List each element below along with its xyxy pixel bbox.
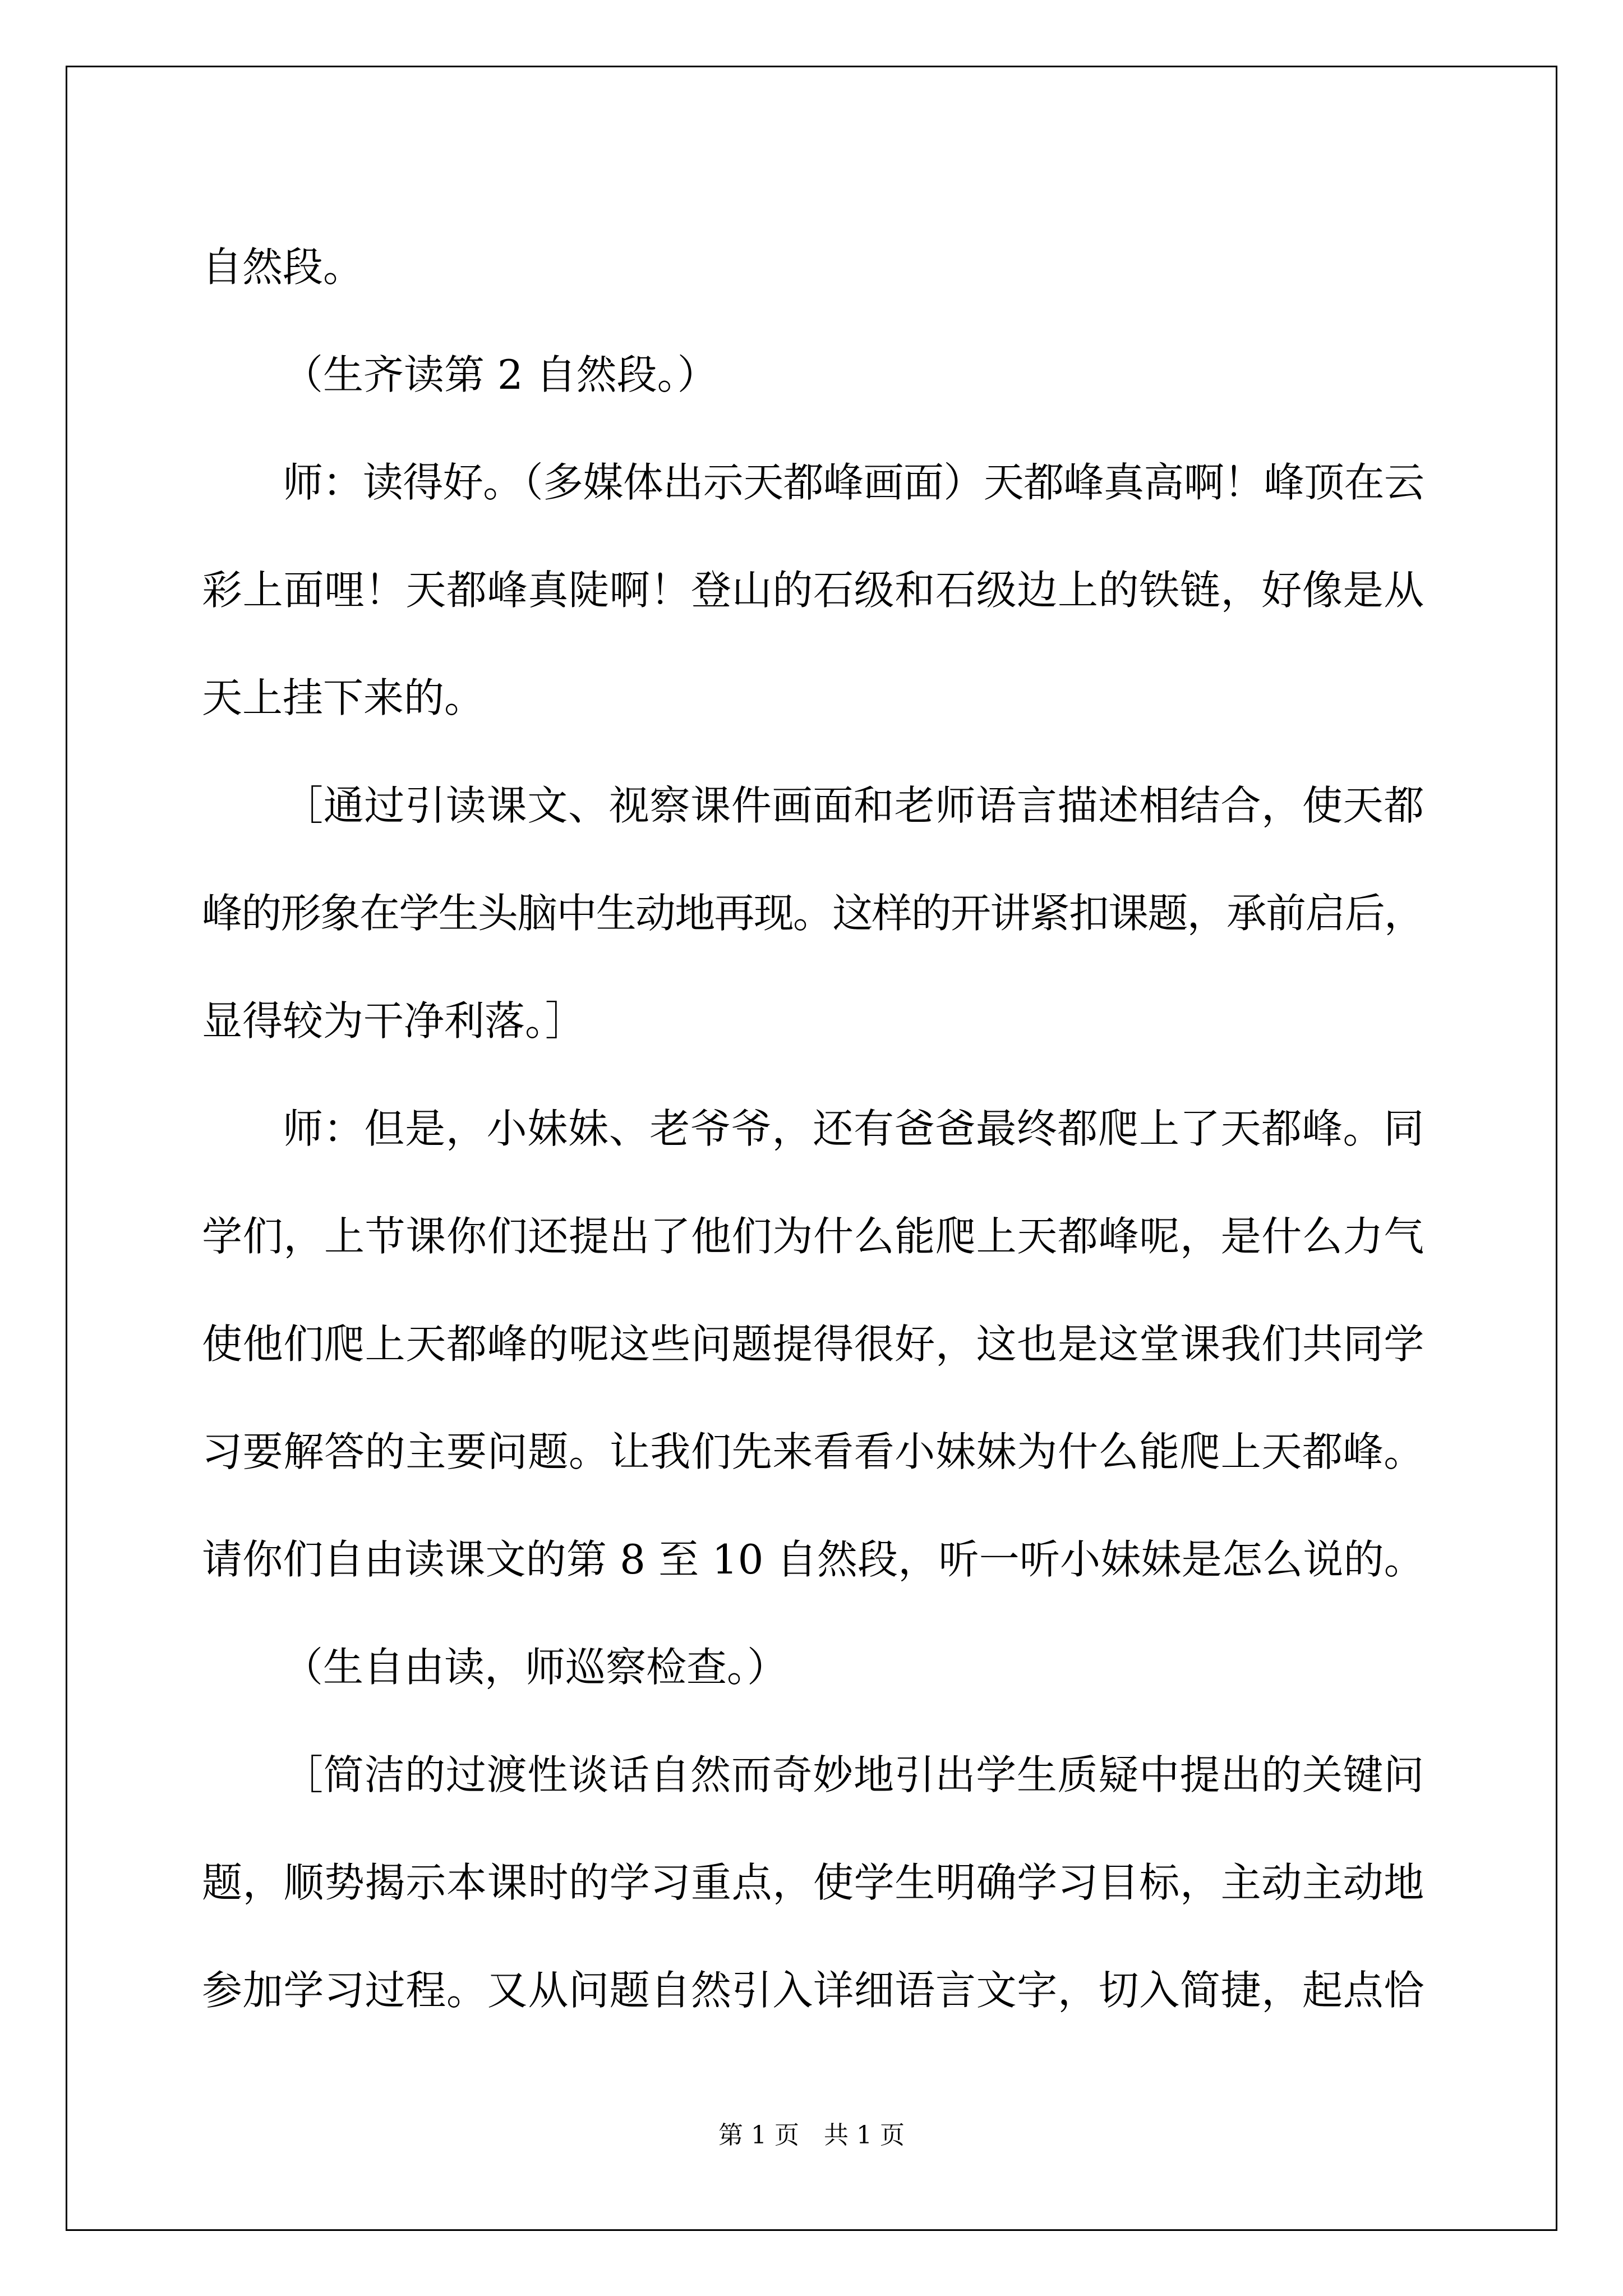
text-line: 师：但是，小妹妹、老爷爷，还有爸爸最终都爬上了天都峰。同 [283, 1105, 1424, 1152]
text-line: 学们，上节课你们还提出了他们为什么能爬上天都峰呢，是什么力气 [202, 1213, 1424, 1260]
page-footer [0, 2115, 1623, 2151]
text-line: 显得较为干净利落。］ [202, 997, 586, 1045]
text-line: 彩上面哩！天都峰真陡啊！登山的石级和石级边上的铁链，好像是从 [202, 567, 1424, 614]
text-line: （生自由读，师巡察检查。） [283, 1644, 788, 1691]
text-line: 请你们自由读课文的第 8 至 10 自然段，听一听小妹妹是怎么说的。 [202, 1536, 1424, 1583]
text-line: ［简洁的过渡性谈话自然而奇妙地引出学生质疑中提出的关键问 [283, 1751, 1424, 1798]
text-line: 题，顺势揭示本课时的学习重点，使学生明确学习目标，主动主动地 [202, 1859, 1424, 1906]
text-line: 习要解答的主要问题。让我们先来看看小妹妹为什么能爬上天都峰。 [202, 1428, 1424, 1475]
text-line: （生齐读第 2 自然段。） [283, 351, 718, 398]
text-line: 师：读得好。（多媒体出示天都峰画面）天都峰真高啊！峰顶在云 [283, 459, 1424, 506]
text-line: 天上挂下来的。 [202, 674, 485, 721]
text-line: ［通过引读课文、视察课件画面和老师语言描述相结合，使天都 [283, 782, 1424, 829]
text-line: 使他们爬上天都峰的呢这些问题提得很好，这也是这堂课我们共同学 [202, 1320, 1424, 1368]
text-line: 峰的形象在学生头脑中生动地再现。这样的开讲紧扣课题，承前启后， [202, 890, 1424, 937]
document-body [202, 213, 1424, 2044]
page-number-label: 第 1 页 共 1 页 [718, 2121, 905, 2150]
text-line: 自然段。 [202, 243, 364, 291]
text-line: 参加学习过程。又从问题自然引入详细语言文字，切入简捷，起点恰 [202, 1967, 1424, 2014]
